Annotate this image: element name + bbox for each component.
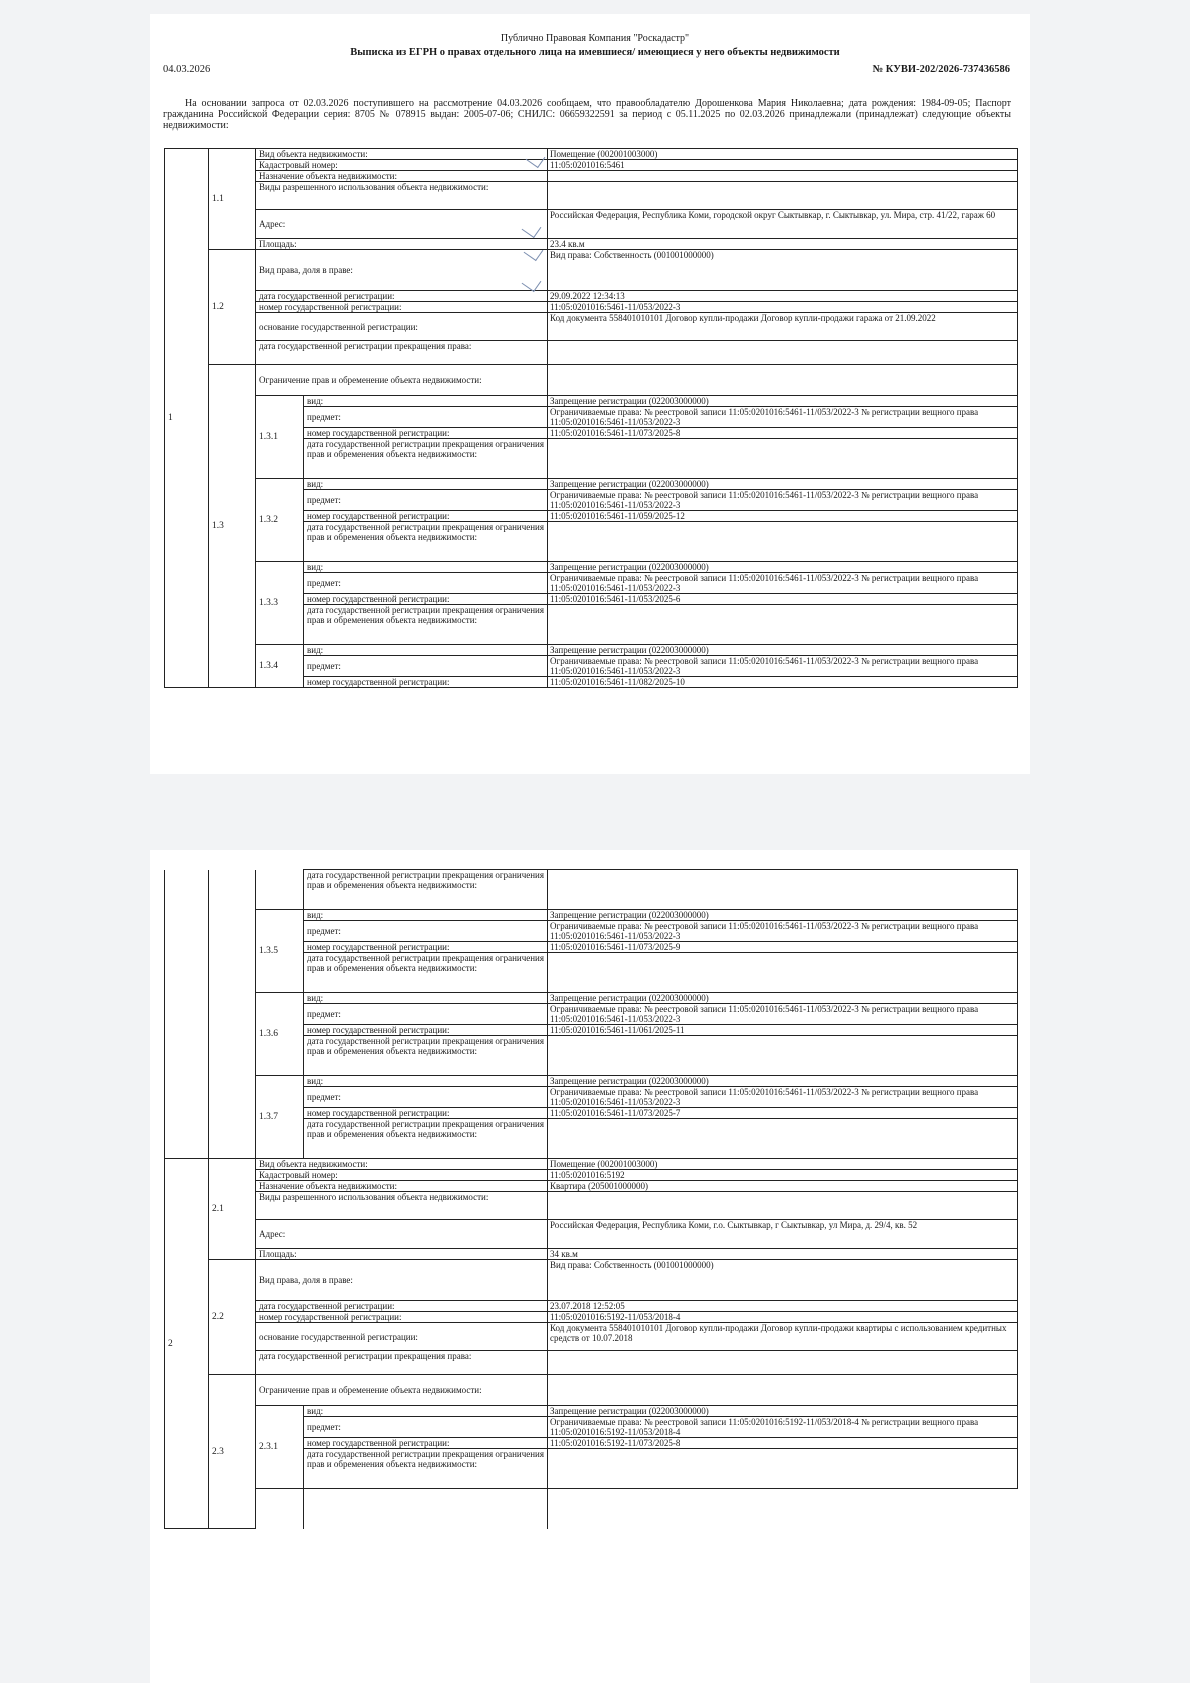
label-registration-date: дата государственной регистрации:	[256, 1301, 548, 1312]
label-termination-date: дата государственной регистрации прекращения права:	[256, 341, 548, 365]
property-table-page-1	[164, 148, 1018, 688]
section-number: 1.3	[209, 365, 256, 688]
label-permitted-use: Виды разрешенного использования объекта недвижимости:	[256, 182, 548, 210]
label-registration-number: номер государственной регистрации:	[304, 1025, 548, 1036]
value-subject: Ограничиваемые права: № реестровой записи 11:05:0201016:5461-11/053/2022-3 № регистрации вещного права 11:05:0201016:5461-11/053/2022-3	[548, 407, 1018, 428]
label-address: Адрес:	[256, 1220, 548, 1249]
encumbrance-number: 1.3.1	[256, 396, 304, 479]
object-number-continued	[165, 870, 209, 1159]
label-subject: предмет:	[304, 1087, 548, 1108]
property-table-page-2	[164, 869, 1018, 1529]
label-encumbrance-termination-date: дата государственной регистрации прекращения ограничения прав и обременения объекта недвижимости:	[304, 953, 548, 993]
label-encumbrance-termination-date: дата государственной регистрации прекращения ограничения прав и обременения объекта недвижимости:	[304, 522, 548, 562]
value-subject: Ограничиваемые права: № реестровой записи 11:05:0201016:5461-11/053/2022-3 № регистрации вещного права 11:05:0201016:5461-11/053/2022-3	[548, 490, 1018, 511]
encumbrance-number: 1.3.6	[256, 993, 304, 1076]
label-encumbrance: Ограничение прав и обременение объекта недвижимости:	[256, 365, 548, 396]
label-purpose: Назначение объекта недвижимости:	[256, 171, 548, 182]
encumbrance-number: 1.3.3	[256, 562, 304, 645]
encumbrance-number: 1.3.7	[256, 1076, 304, 1159]
value-encumbrance	[548, 365, 1018, 396]
label-registration-number: номер государственной регистрации:	[304, 594, 548, 605]
label-registration-basis: основание государственной регистрации:	[256, 313, 548, 341]
value-encumbrance-termination-date	[548, 522, 1018, 562]
value-cadastral-number: 11:05:0201016:5461	[548, 160, 1018, 171]
label-subject: предмет:	[304, 1417, 548, 1438]
label-encumbrance-termination-date: дата государственной регистрации прекращения ограничения прав и обременения объекта недвижимости:	[304, 1119, 548, 1159]
value-registration-basis: Код документа 558401010101 Договор купли-продажи Договор купли-продажи квартиры с использованием кредитных средств от 10.07.2018	[548, 1323, 1018, 1351]
label-encumbrance-termination-date: дата государственной регистрации прекращения ограничения прав и обременения объекта недвижимости:	[304, 439, 548, 479]
value-kind: Запрещение регистрации (022003000000)	[548, 993, 1018, 1004]
value-registration-number: 11:05:0201016:5461-11/059/2025-12	[548, 511, 1018, 522]
label-kind: вид:	[304, 396, 548, 407]
value-kind: Запрещение регистрации (022003000000)	[548, 910, 1018, 921]
value-termination-date	[548, 1351, 1018, 1375]
value-permitted-use	[548, 182, 1018, 210]
encumbrance-number: 1.3.4	[256, 645, 304, 688]
label-subject: предмет:	[304, 490, 548, 511]
label-registration-number: номер государственной регистрации:	[304, 511, 548, 522]
label-kind: вид:	[304, 993, 548, 1004]
encumbrance-number: 1.3.5	[256, 910, 304, 993]
label-encumbrance-termination-date: дата государственной регистрации прекращения ограничения прав и обременения объекта недвижимости:	[304, 870, 548, 910]
value-kind: Запрещение регистрации (022003000000)	[548, 396, 1018, 407]
label-cadastral-number: Кадастровый номер:	[256, 1170, 548, 1181]
value-kind: Запрещение регистрации (022003000000)	[548, 479, 1018, 490]
value-registration-number: 11:05:0201016:5461-11/061/2025-11	[548, 1025, 1018, 1036]
label-encumbrance-termination-date: дата государственной регистрации прекращения ограничения прав и обременения объекта недвижимости:	[304, 605, 548, 645]
value-area: 34 кв.м	[548, 1249, 1018, 1260]
value-registration-number: 11:05:0201016:5461-11/073/2025-8	[548, 428, 1018, 439]
label-registration-number: номер государственной регистрации:	[256, 1312, 548, 1323]
label-cadastral-number: Кадастровый номер:	[256, 160, 548, 171]
label-kind: вид:	[304, 1076, 548, 1087]
value-subject: Ограничиваемые права: № реестровой записи 11:05:0201016:5192-11/053/2018-4 № регистрации вещного права 11:05:0201016:5192-11/053/2018-4	[548, 1417, 1018, 1438]
label-subject: предмет:	[304, 921, 548, 942]
label-registration-number: номер государственной регистрации:	[304, 1108, 548, 1119]
label-purpose: Назначение объекта недвижимости:	[256, 1181, 548, 1192]
label-area: Площадь:	[256, 239, 548, 250]
label-registration-number: номер государственной регистрации:	[304, 428, 548, 439]
value-kind: Запрещение регистрации (022003000000)	[548, 562, 1018, 573]
value-purpose: Квартира (205001000000)	[548, 1181, 1018, 1192]
value-right-type: Вид права: Собственность (001001000000)	[548, 1260, 1018, 1301]
document-title: Выписка из ЕГРН о правах отдельного лица на имевшиеся/ имеющиеся у него объекты недвижимости	[350, 47, 840, 58]
value-object-type: Помещение (002001003000)	[548, 149, 1018, 160]
value-encumbrance-termination-date	[548, 1449, 1018, 1489]
value-registration-number: 11:05:0201016:5192-11/073/2025-8	[548, 1438, 1018, 1449]
label-registration-number: номер государственной регистрации:	[304, 1438, 548, 1449]
value-permitted-use	[548, 1192, 1018, 1220]
value-registration-number: 11:05:0201016:5461-11/053/2025-6	[548, 594, 1018, 605]
label-kind: вид:	[304, 562, 548, 573]
section-number: 2.3	[209, 1375, 256, 1529]
label-right-type: Вид права, доля в праве:	[256, 250, 548, 291]
label-subject: предмет:	[304, 656, 548, 677]
label-right-type: Вид права, доля в праве:	[256, 1260, 548, 1301]
value-encumbrance-termination-date	[548, 953, 1018, 993]
value-kind: Запрещение регистрации (022003000000)	[548, 1406, 1018, 1417]
section-number: 1.2	[209, 250, 256, 365]
label-registration-basis: основание государственной регистрации:	[256, 1323, 548, 1351]
value-subject: Ограничиваемые права: № реестровой записи 11:05:0201016:5461-11/053/2022-3 № регистрации вещного права 11:05:0201016:5461-11/053/2022-3	[548, 656, 1018, 677]
value-termination-date	[548, 341, 1018, 365]
object-number: 2	[165, 1159, 209, 1529]
label-encumbrance-termination-date: дата государственной регистрации прекращения ограничения прав и обременения объекта недвижимости:	[304, 1036, 548, 1076]
label-subject: предмет:	[304, 407, 548, 428]
value-right-type: Вид права: Собственность (001001000000)	[548, 250, 1018, 291]
label-encumbrance-termination-date: дата государственной регистрации прекращения ограничения прав и обременения объекта недвижимости:	[304, 1449, 548, 1489]
label-kind: вид:	[304, 910, 548, 921]
label-object-type: Вид объекта недвижимости:	[256, 1159, 548, 1170]
section-number: 1.1	[209, 149, 256, 250]
section-number: 2.1	[209, 1159, 256, 1260]
value-encumbrance-termination-date	[548, 605, 1018, 645]
value-encumbrance-termination-date	[548, 1119, 1018, 1159]
value-registration-number: 11:05:0201016:5461-11/073/2025-7	[548, 1108, 1018, 1119]
encumbrance-number-continued	[256, 870, 304, 910]
document-date: 04.03.2026	[163, 64, 211, 75]
label-registration-number: номер государственной регистрации:	[256, 302, 548, 313]
label-registration-number: номер государственной регистрации:	[304, 677, 548, 688]
value-subject: Ограничиваемые права: № реестровой записи 11:05:0201016:5461-11/053/2022-3 № регистрации вещного права 11:05:0201016:5461-11/053/2022-3	[548, 921, 1018, 942]
value-address: Российская Федерация, Республика Коми, городской округ Сыктывкар, г. Сыктывкар, ул. Мира, стр. 41/22, гараж 60	[548, 210, 1018, 239]
value-encumbrance-termination-date	[548, 1036, 1018, 1076]
label-area: Площадь:	[256, 1249, 548, 1260]
value-subject: Ограничиваемые права: № реестровой записи 11:05:0201016:5461-11/053/2022-3 № регистрации вещного права 11:05:0201016:5461-11/053/2022-3	[548, 573, 1018, 594]
document-number: № КУВИ-202/2026-737436586	[872, 64, 1010, 75]
value-subject: Ограничиваемые права: № реестровой записи 11:05:0201016:5461-11/053/2022-3 № регистрации вещного права 11:05:0201016:5461-11/053/2022-3	[548, 1087, 1018, 1108]
value-kind: Запрещение регистрации (022003000000)	[548, 645, 1018, 656]
label-object-type: Вид объекта недвижимости:	[256, 149, 548, 160]
object-number: 1	[165, 149, 209, 688]
value-encumbrance-termination-date	[548, 439, 1018, 479]
encumbrance-number: 2.3.1	[256, 1406, 304, 1489]
value-registration-number: 11:05:0201016:5192-11/053/2018-4	[548, 1312, 1018, 1323]
label-kind: вид:	[304, 645, 548, 656]
label-registration-number: номер государственной регистрации:	[304, 942, 548, 953]
label-permitted-use: Виды разрешенного использования объекта недвижимости:	[256, 1192, 548, 1220]
value-purpose	[548, 171, 1018, 182]
value-encumbrance	[548, 1375, 1018, 1406]
label-registration-date: дата государственной регистрации:	[256, 291, 548, 302]
value-encumbrance-termination-date	[548, 870, 1018, 910]
label-address: Адрес:	[256, 210, 548, 239]
label-kind: вид:	[304, 479, 548, 490]
value-registration-number: 11:05:0201016:5461-11/073/2025-9	[548, 942, 1018, 953]
blank-continuation-cell	[256, 1489, 304, 1529]
value-registration-number: 11:05:0201016:5461-11/082/2025-10	[548, 677, 1018, 688]
value-area: 23.4 кв.м	[548, 239, 1018, 250]
value-registration-number: 11:05:0201016:5461-11/053/2022-3	[548, 302, 1018, 313]
label-subject: предмет:	[304, 573, 548, 594]
value-object-type: Помещение (002001003000)	[548, 1159, 1018, 1170]
label-termination-date: дата государственной регистрации прекращения права:	[256, 1351, 548, 1375]
section-number-continued	[209, 870, 256, 1159]
section-number: 2.2	[209, 1260, 256, 1375]
label-encumbrance: Ограничение прав и обременение объекта недвижимости:	[256, 1375, 548, 1406]
label-subject: предмет:	[304, 1004, 548, 1025]
value-subject: Ограничиваемые права: № реестровой записи 11:05:0201016:5461-11/053/2022-3 № регистрации вещного права 11:05:0201016:5461-11/053/2022-3	[548, 1004, 1018, 1025]
value-cadastral-number: 11:05:0201016:5192	[548, 1170, 1018, 1181]
encumbrance-number: 1.3.2	[256, 479, 304, 562]
value-registration-basis: Код документа 558401010101 Договор купли-продажи Договор купли-продажи гаража от 21.09.2022	[548, 313, 1018, 341]
value-registration-date: 29.09.2022 12:34:13	[548, 291, 1018, 302]
value-address: Российская Федерация, Республика Коми, г.о. Сыктывкар, г Сыктывкар, ул Мира, д. 29/4, кв. 52	[548, 1220, 1018, 1249]
label-kind: вид:	[304, 1406, 548, 1417]
blank-continuation-cell	[304, 1489, 548, 1529]
organization-name: Публично Правовая Компания "Роскадастр"	[500, 33, 690, 44]
value-registration-date: 23.07.2018 12:52:05	[548, 1301, 1018, 1312]
intro-paragraph: На основании запроса от 02.03.2026 поступившего на рассмотрение 04.03.2026 сообщаем, что правообладателю Дорошенкова Мария Николаевна; дата рождения: 1984-09-05; Паспорт гражданина Российской Федерации серия: 8705 № 078915 выдан: 2005-07-06; СНИЛС: 06659322591 за период с 05.11.2025 по 02.03.2026 принадлежали (принадлежат) следующие объекты недвижимости:	[163, 98, 1011, 131]
value-kind: Запрещение регистрации (022003000000)	[548, 1076, 1018, 1087]
